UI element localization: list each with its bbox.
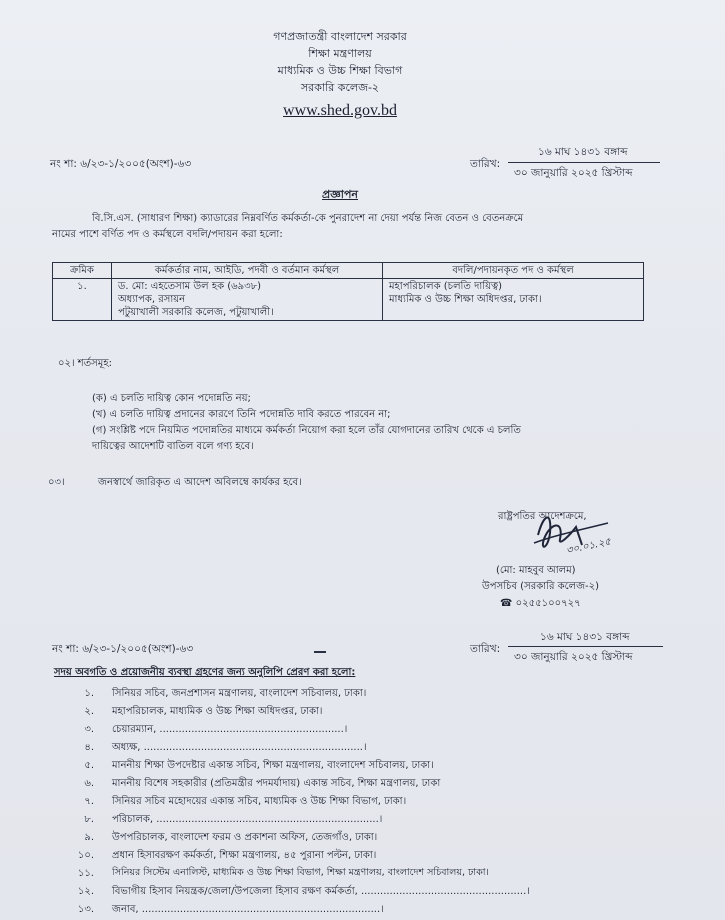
copy-item-number: ১০. — [77, 850, 94, 861]
date-bangla: ১৬ মাঘ ১৪৩১ বঙ্গাব্দ — [538, 146, 628, 158]
signatory-name: (মো: মাহবুব আলম) — [496, 565, 576, 576]
order-line: রাষ্ট্রপতির আদেশক্রমে, — [498, 511, 587, 522]
new-workplace: মাধ্যমিক ও উচ্চ শিক্ষা অধিদপ্তর, ঢাকা। — [389, 294, 542, 305]
table-row — [53, 279, 644, 321]
table-header-row — [53, 263, 644, 279]
officer-workplace: পটুয়াখালী সরকারি কলেজ, পটুয়াখালী। — [118, 307, 274, 318]
memo-ref-number: নং শা: ৬/২৩-১/২০০৫(অংশ)-৬৩ — [50, 158, 192, 170]
copy-item-text: অধ্যক্ষ, .....................................................................। — [112, 742, 367, 753]
signatory-phone: ☎ ০২৫৫১০০৭২৭ — [500, 598, 581, 609]
transfer-table — [52, 262, 644, 321]
copy-date-divider — [508, 646, 663, 647]
dash-mark — [314, 651, 326, 653]
copy-item-text: মাননীয় শিক্ষা উপদেষ্টার একান্ত সচিব, শিক্ষা মন্ত্রণালয়, বাংলাদেশ সচিবালয়, ঢাকা। — [112, 760, 434, 771]
condition-ka: (ক) এ চলতি দায়িত্ব কোন পদোন্নতি নয়; — [92, 393, 251, 404]
condition-ga-line2: দায়িত্বের আদেশটি বাতিল বলে গণ্য হবে। — [92, 441, 254, 452]
copy-item-text: জনাব, ...........................................................................। — [112, 904, 384, 915]
ministry-name: শিক্ষা মন্ত্রণালয় — [308, 47, 372, 60]
copy-item-number: ২. — [84, 706, 94, 717]
copy-ref-number: নং শা: ৬/২৩-১/২০০৫(অংশ)-৬৩ — [52, 643, 194, 655]
copy-item-number: ৫. — [84, 760, 94, 771]
clause3-number: ০৩। — [48, 477, 65, 488]
section-name: সরকারি কলেজ-২ — [300, 81, 380, 94]
officer-designation: অধ্যাপক, রসায়ন — [118, 294, 186, 305]
date-english: ৩০ জানুয়ারি ২০২৫ খ্রিস্টাব্দ — [514, 167, 633, 179]
officer-name: ড. মো: এহতেসাম উল হক (৬৯৩৮) — [118, 281, 262, 292]
copy-date-label: তারিখ: — [470, 643, 501, 655]
header-posting: বদলি/পদায়নকৃত পদ ও কর্মস্থল — [383, 263, 644, 279]
copy-item-text: মাননীয় বিশেষ সহকারীর (প্রতিমন্ত্রীর পদমর্যাদায়) একান্ত সচিব, শিক্ষা মন্ত্রণালয়, ঢাকা — [112, 778, 441, 789]
clause3-text: জনস্বার্থে জারিকৃত এ আদেশ অবিলম্বে কার্যকর হবে। — [98, 477, 302, 488]
signature-date: ৩০.০১.২৫ — [565, 536, 612, 557]
condition-kha: (খ) এ চলতি দায়িত্ব প্রদানের কারণে তিনি পদোন্নতি দাবি করতে পারবেন না; — [92, 409, 391, 420]
copy-item-number: ৯. — [84, 832, 94, 843]
govt-name: গণপ্রজাতন্ত্রী বাংলাদেশ সরকার — [273, 30, 407, 43]
date-label: তারিখ: — [470, 158, 501, 170]
copy-item-text: মহাপরিচালক, মাধ্যমিক ও উচ্চ শিক্ষা অধিদপ্তর, ঢাকা। — [112, 706, 323, 717]
header-officer: কর্মকর্তার নাম, আইডি, পদবী ও বর্তমান কর্মস্থল — [112, 263, 383, 279]
copy-item-number: ৬. — [84, 778, 94, 789]
intro-line-1: বি.সি.এস. (সাধারণ শিক্ষা) ক্যাডারের নিম্নবর্ণিত কর্মকর্তা-কে পুনরাদেশ না দেয়া পর্যন্ত নিজ বেতন ও বেতনক্রমে — [92, 213, 524, 224]
date-divider — [508, 162, 660, 163]
copy-item-number: ৩. — [84, 724, 94, 735]
signatory-designation: উপসচিব (সরকারি কলেজ-২) — [482, 581, 600, 592]
intro-line-2: নামের পাশে বর্ণিত পদ ও কর্মস্থলে বদলি/পদায়ন করা হলো: — [52, 229, 283, 240]
row-officer — [112, 279, 383, 321]
header-serial: ক্রমিক — [53, 263, 112, 279]
copy-item-number: ১৩. — [77, 904, 94, 915]
copy-date-english: ৩০ জানুয়ারি ২০২৫ খ্রিস্টাব্দ — [514, 651, 633, 663]
copy-item-number: ১২. — [77, 886, 94, 897]
conditions-heading: ০২। শর্তসমূহ: — [58, 358, 112, 369]
copy-item-number: ১. — [84, 688, 94, 699]
row-posting — [383, 279, 644, 321]
division-name: মাধ্যমিক ও উচ্চ শিক্ষা বিভাগ — [277, 64, 403, 77]
copy-item-number: ৭. — [84, 796, 94, 807]
copy-item-text: চেয়ারম্যান, ..........................................................। — [112, 724, 348, 735]
copy-item-number: ৪. — [84, 742, 94, 753]
copy-item-number: ১১. — [77, 868, 94, 879]
copy-heading: সদয় অবগতি ও প্রয়োজনীয় ব্যবস্থা গ্রহণের জন্য অনুলিপি প্রেরণ করা হলো: — [54, 667, 356, 678]
notification-title: প্রজ্ঞাপন — [322, 188, 358, 201]
condition-ga-line1: (গ) সংশ্লিষ্ট পদে নিয়মিত পদোন্নতির মাধ্যমে কর্মকর্তা নিয়োগ করা হলে তাঁর যোগদানের তারিখ থেকে এ চলতি — [92, 425, 521, 436]
copy-item-text: বিভাগীয় হিসাব নিয়ন্ত্রক/জেলা/উপজেলা হিসাব রক্ষণ কর্মকর্তা, ....................................................। — [112, 886, 530, 897]
website-link[interactable]: www.shed.gov.bd — [283, 102, 397, 119]
copy-item-text: প্রধান হিসাবরক্ষণ কর্মকর্তা, শিক্ষা মন্ত্রণালয়, ৪৫ পুরানা পল্টন, ঢাকা। — [112, 850, 377, 861]
row-serial: ১. — [53, 279, 112, 321]
copy-item-number: ৮. — [84, 814, 94, 825]
new-post: মহাপরিচালক (চলতি দায়িত্ব) — [389, 281, 502, 292]
copy-item-text: সিনিয়র সিস্টেম এনালিস্ট, মাধ্যমিক ও উচ্চ শিক্ষা বিভাগ, শিক্ষা মন্ত্রণালয়, বাংলাদেশ সচিবালয়, ঢাকা। — [112, 867, 489, 878]
copy-item-text: সিনিয়র সচিব, জনপ্রশাসন মন্ত্রণালয়, বাংলাদেশ সচিবালয়, ঢাকা। — [112, 688, 367, 699]
copy-item-text: পরিচালক, ......................................................................। — [112, 814, 383, 825]
copy-item-text: সিনিয়র সচিব মহোদয়ের একান্ত সচিব, মাধ্যমিক ও উচ্চ শিক্ষা বিভাগ, ঢাকা। — [112, 796, 407, 807]
copy-item-text: উপপরিচালক, বাংলাদেশ ফরম ও প্রকাশনা অফিস, তেজগাঁও, ঢাকা। — [112, 832, 378, 843]
copy-date-bangla: ১৬ মাঘ ১৪৩১ বঙ্গাব্দ — [540, 631, 630, 643]
